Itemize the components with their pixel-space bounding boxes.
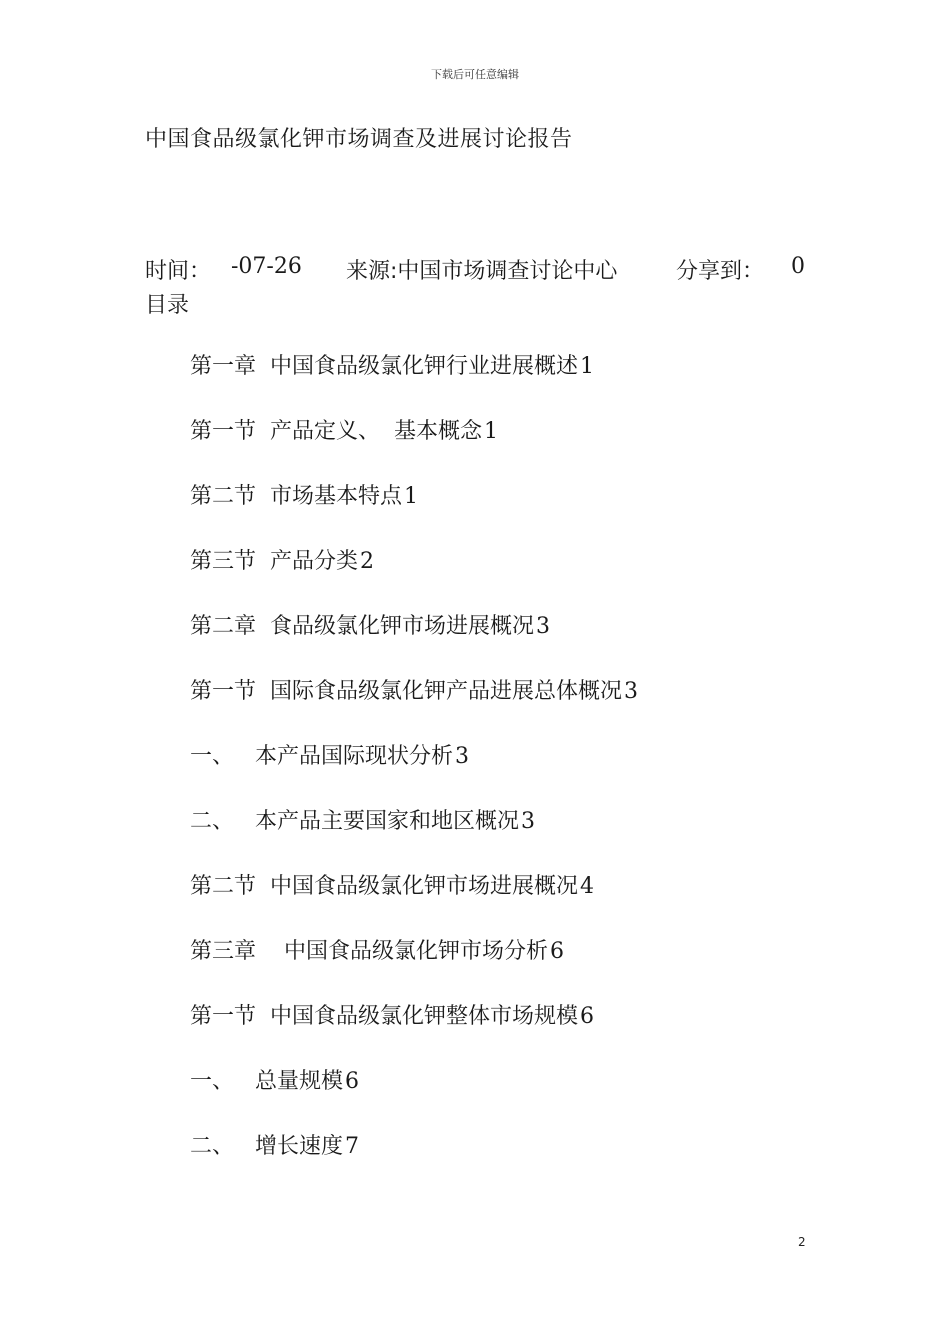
toc-entry[interactable] xyxy=(190,675,638,740)
toc-entry-text: 第二章 食品级氯化钾市场进展概况 xyxy=(190,614,534,639)
toc-entry[interactable] xyxy=(190,1065,638,1130)
toc-page-number: 6 xyxy=(549,939,564,964)
share-count: 0 xyxy=(791,254,805,279)
toc-entry-text: 第一章 中国食品级氯化钾行业进展概述 xyxy=(190,354,578,379)
toc-heading: 目录 xyxy=(145,293,190,318)
toc-entry-text: 第一节 产品定义、 基本概念 xyxy=(190,419,482,444)
toc-entry-text: 二、 增长速度 xyxy=(190,1134,343,1159)
toc-page-number: 1 xyxy=(483,419,498,444)
publish-date: -07-26 xyxy=(231,254,302,279)
toc-entry-text: 一、 本产品国际现状分析 xyxy=(190,744,453,769)
toc-page-number: 1 xyxy=(580,354,594,379)
page-number: 2 xyxy=(798,1235,806,1249)
toc-entry-text: 第二节 中国食品级氯化钾市场进展概况 xyxy=(190,874,578,899)
toc-page-number: 3 xyxy=(624,679,638,704)
toc-page-number: 7 xyxy=(344,1134,359,1159)
toc-entry[interactable] xyxy=(190,350,638,415)
toc-entry-text: 第二节 市场基本特点 xyxy=(190,484,402,509)
page-header-note: 下载后可任意编辑 xyxy=(431,68,519,81)
toc-page-number: 3 xyxy=(536,614,550,639)
toc-page-number: 3 xyxy=(520,809,535,834)
toc-page-number: 3 xyxy=(454,744,469,769)
source-label: 来源:中国市场调查讨论中心 xyxy=(346,259,618,284)
toc-page-number: 6 xyxy=(580,1004,594,1029)
toc-entry[interactable] xyxy=(190,415,638,480)
toc-entry[interactable] xyxy=(190,545,638,610)
share-label[interactable]: 分享到： xyxy=(676,259,765,284)
document-title: 中国食品级氯化钾市场调查及进展讨论报告 xyxy=(145,127,573,152)
table-of-contents xyxy=(190,350,638,1195)
toc-entry-text: 第一节 中国食品级氯化钾整体市场规模 xyxy=(190,1004,578,1029)
toc-entry[interactable] xyxy=(190,610,638,675)
toc-entry[interactable] xyxy=(190,1130,638,1195)
toc-entry[interactable] xyxy=(190,870,638,935)
toc-entry[interactable] xyxy=(190,805,638,870)
toc-entry-text: 第一节 国际食品级氯化钾产品进展总体概况 xyxy=(190,679,622,704)
toc-entry-text: 一、 总量规模 xyxy=(190,1069,343,1094)
toc-page-number: 4 xyxy=(580,874,594,899)
toc-entry[interactable] xyxy=(190,740,638,805)
toc-entry[interactable] xyxy=(190,1000,638,1065)
toc-page-number: 6 xyxy=(344,1069,359,1094)
toc-page-number: 2 xyxy=(360,549,374,574)
toc-entry[interactable] xyxy=(190,935,638,1000)
toc-entry[interactable] xyxy=(190,480,638,545)
toc-entry-text: 第三节 产品分类 xyxy=(190,549,358,574)
toc-entry-text: 二、 本产品主要国家和地区概况 xyxy=(190,809,519,834)
toc-page-number: 1 xyxy=(404,484,418,509)
time-label: 时间： xyxy=(145,259,212,284)
toc-entry-text: 第三章 中国食品级氯化钾市场分析 xyxy=(190,939,548,964)
